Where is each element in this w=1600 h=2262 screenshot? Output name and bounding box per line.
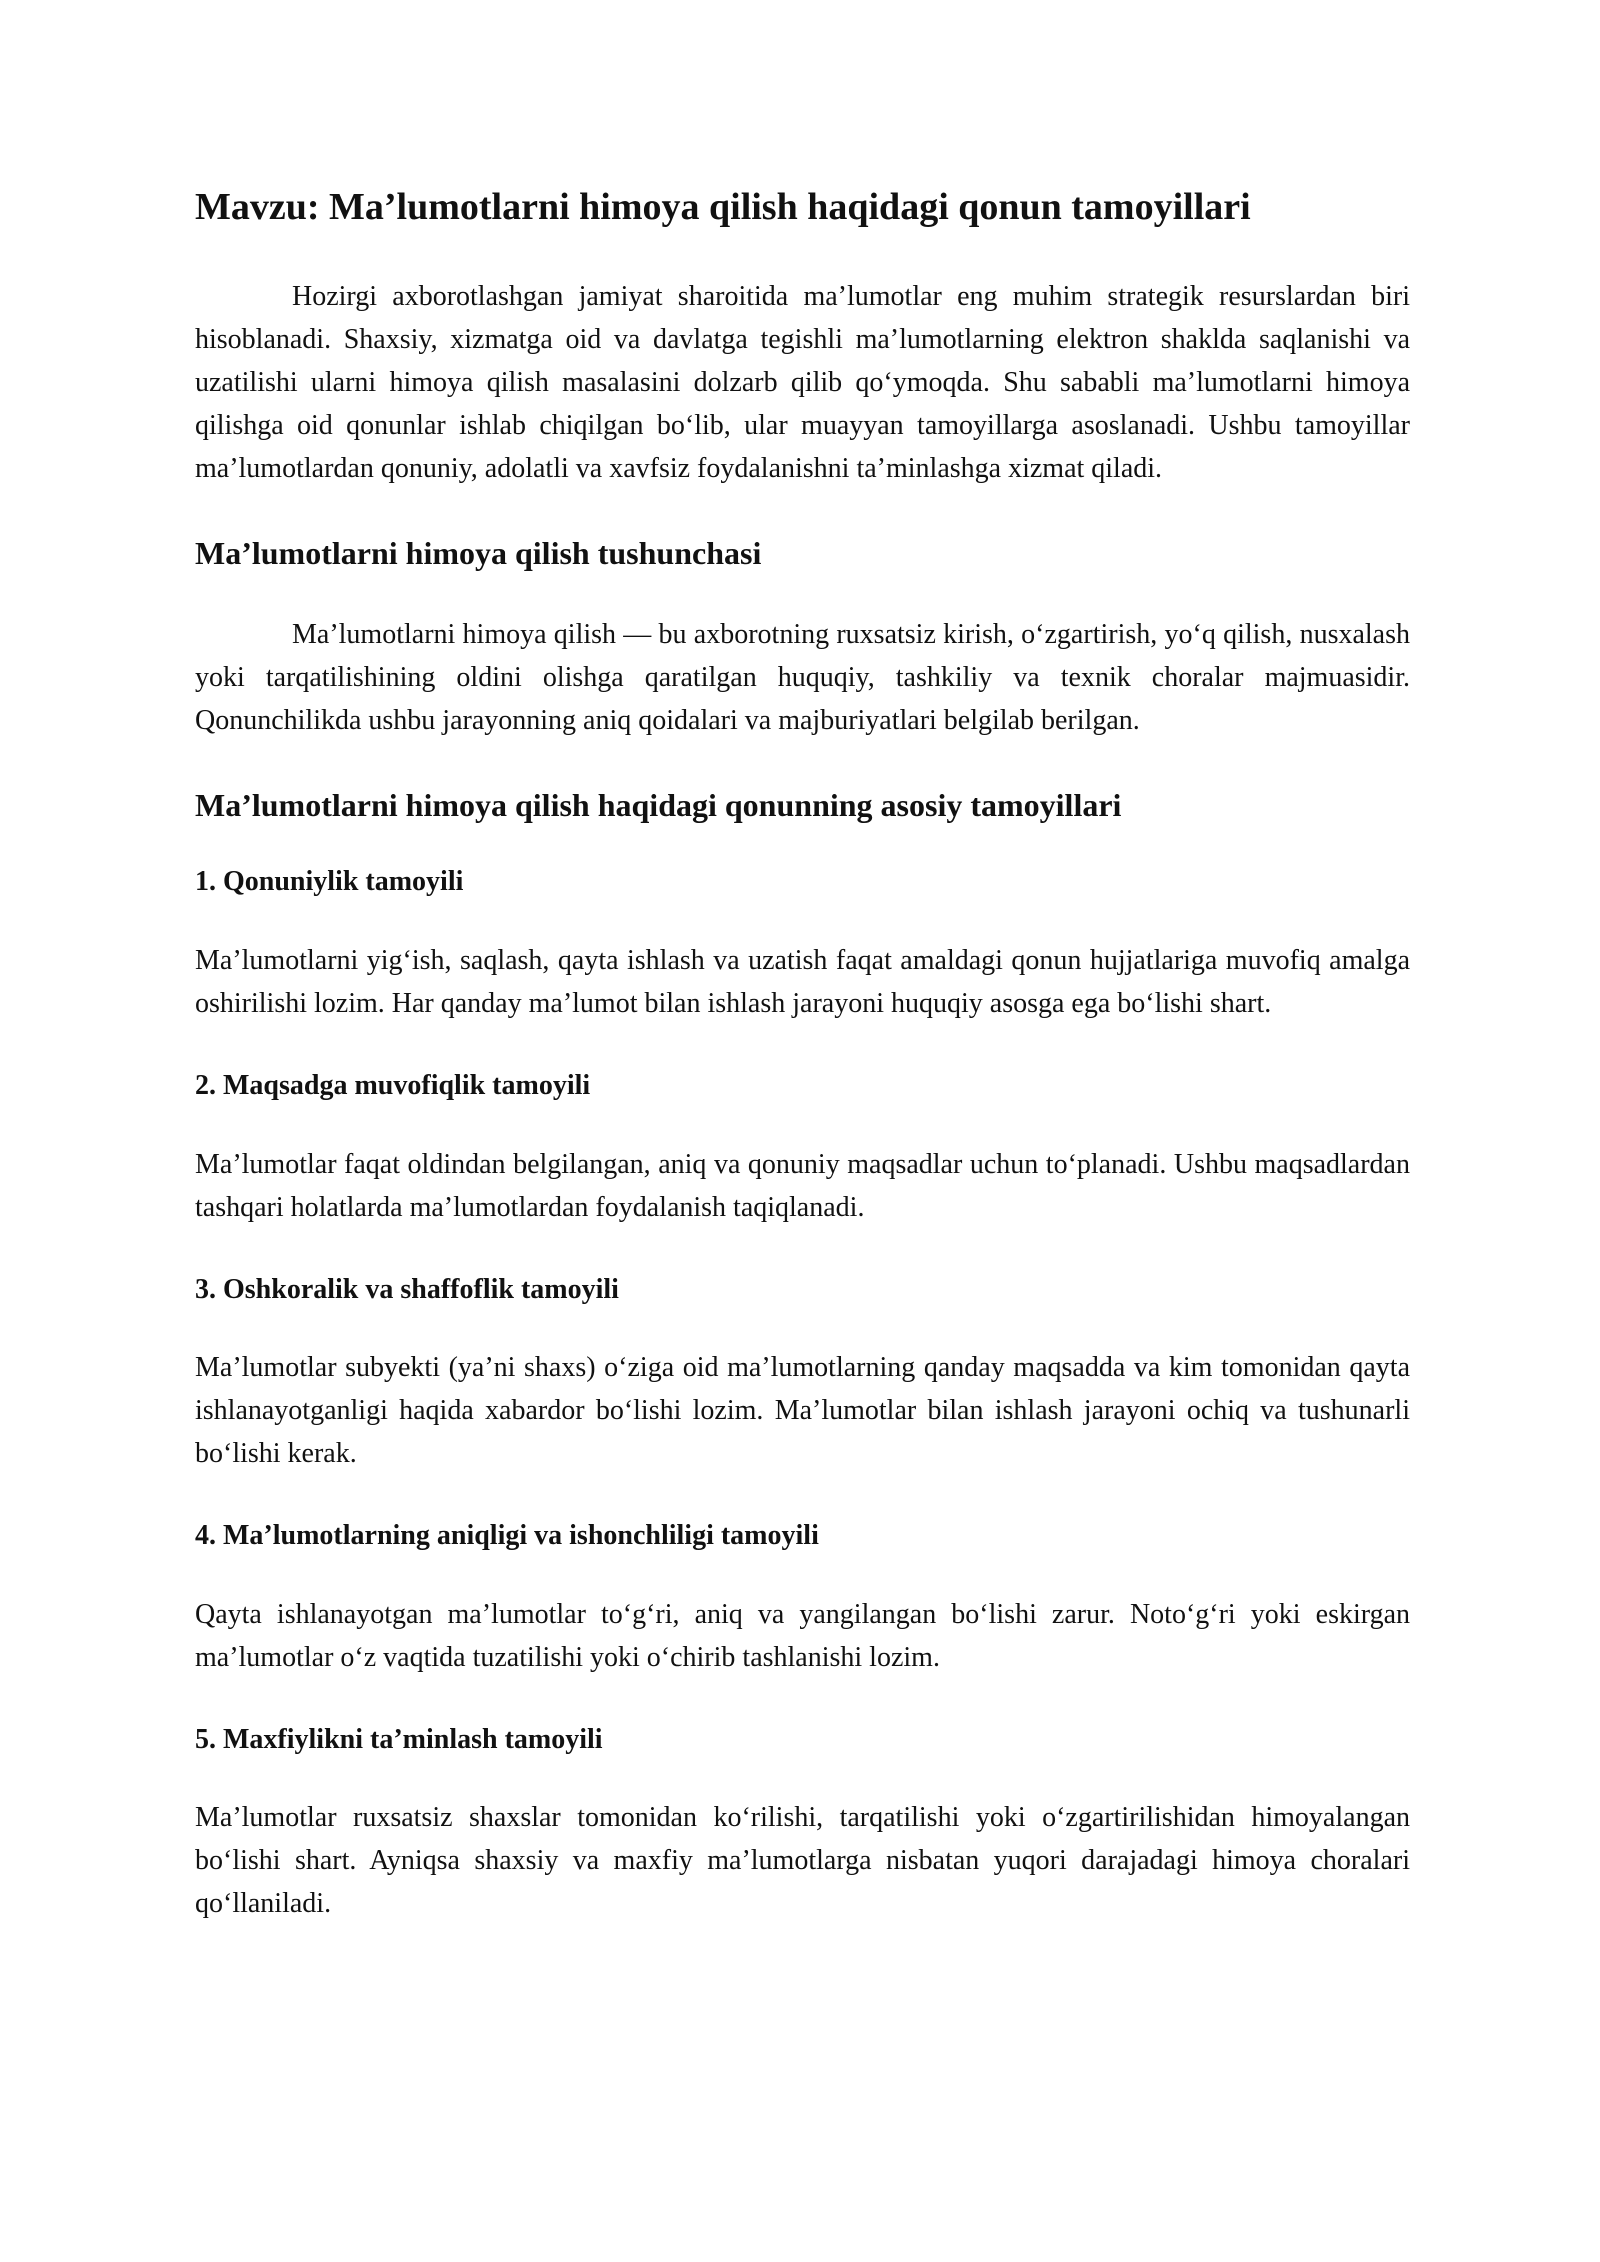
document-title: Mavzu: Ma’lumotlarni himoya qilish haqidagi qonun tamoyillari (195, 186, 1251, 228)
principle-text: Ma’lumotlarni yig‘ish, saqlash, qayta ishlash va uzatish faqat amaldagi qonun hujjatlariga muvofiq amalga oshirilishi lozim. Har qanday ma’lumot bilan ishlash jarayoni huquqiy asosga ega bo‘lishi shart. (195, 944, 1410, 1019)
intro-paragraph: Hozirgi axborotlashgan jamiyat sharoitida ma’lumotlar eng muhim strategik resurslardan biri hisoblanadi. Shaxsiy, xizmatga oid va davlatga tegishli ma’lumotlarning elektron shaklda saqlanishi va uzatilishi ularni himoya qilish masalasini dolzarb qilib qo‘ymoqda. Shu sababli ma’lumotlarni himoya qilishga oid qonunlar ishlab chiqilgan bo‘lib, ular muayyan tamoyillarga asoslanadi. Ushbu tamoyillar ma’lumotlardan qonuniy, adolatli va xavfsiz foydalanishni ta’minlashga xizmat qiladi. (195, 280, 1410, 484)
section-heading-principles: Ma’lumotlarni himoya qilish haqidagi qonunning asosiy tamoyillari (195, 786, 1122, 823)
principle-title: 1. Qonuniylik tamoyili (195, 866, 464, 898)
principle-title: 4. Ma’lumotlarning aniqligi va ishonchliligi tamoyili (195, 1520, 819, 1552)
principle-title: 5. Maxfiylikni ta’minlash tamoyili (195, 1723, 603, 1755)
principle-title: 2. Maqsadga muvofiqlik tamoyili (195, 1069, 591, 1101)
document-page (195, 185, 1410, 1925)
concept-paragraph: Ma’lumotlarni himoya qilish — bu axborotning ruxsatsiz kirish, o‘zgartirish, yo‘q qilish, nusxalash yoki tarqatilishining oldini olishga qaratilgan huquqiy, tashkiliy va texnik choralar majmuasidir. Qonunchilikda ushbu jarayonning aniq qoidalari va majburiyatlari belgilab berilgan. (195, 618, 1410, 736)
principle-text: Ma’lumotlar subyekti (ya’ni shaxs) o‘ziga oid ma’lumotlarning qanday maqsadda va kim tomonidan qayta ishlanayotganligi haqida xabardor bo‘lishi lozim. Ma’lumotlar bilan ishlash jarayoni ochiq va tushunarli bo‘lishi kerak. (195, 1352, 1410, 1470)
principle-text: Qayta ishlanayotgan ma’lumotlar to‘g‘ri, aniq va yangilangan bo‘lishi zarur. Noto‘g‘ri yoki eskirgan ma’lumotlar o‘z vaqtida tuzatilishi yoki o‘chirib tashlanishi lozim. (195, 1598, 1410, 1673)
principle-text: Ma’lumotlar faqat oldindan belgilangan, aniq va qonuniy maqsadlar uchun to‘planadi. Ushbu maqsadlardan tashqari holatlarda ma’lumotlardan foydalanish taqiqlanadi. (195, 1148, 1410, 1223)
principle-text: Ma’lumotlar ruxsatsiz shaxslar tomonidan ko‘rilishi, tarqatilishi yoki o‘zgartirilishidan himoyalangan bo‘lishi shart. Ayniqsa shaxsiy va maxfiy ma’lumotlarga nisbatan yuqori darajadagi himoya choralari qo‘llaniladi. (195, 1802, 1410, 1920)
section-heading-concept: Ma’lumotlarni himoya qilish tushunchasi (195, 534, 762, 571)
principle-title: 3. Oshkoralik va shaffoflik tamoyili (195, 1273, 619, 1305)
